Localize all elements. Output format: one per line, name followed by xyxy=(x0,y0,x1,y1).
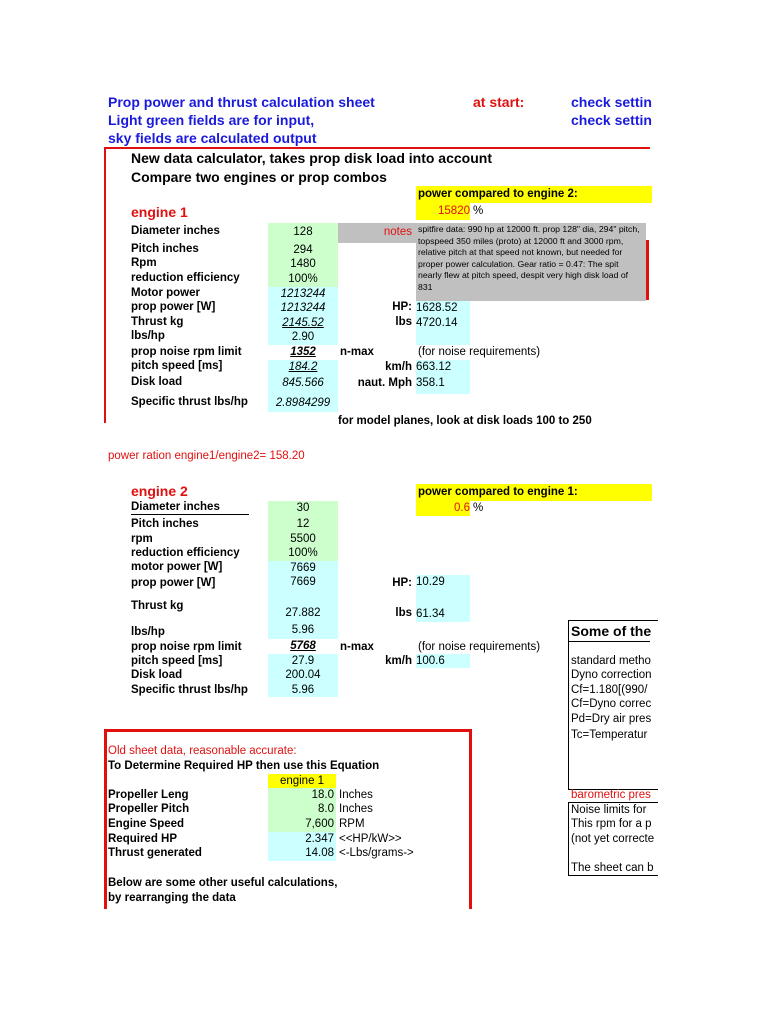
old-unit-4: <<HP/kW>> xyxy=(339,833,402,845)
at-start-label: at start: xyxy=(473,94,525,110)
input-hint: Light green fields are for input, xyxy=(108,112,315,128)
power-compared-engine1-value[interactable]: 0.6 xyxy=(416,501,470,516)
old-footer-2: by rearranging the data xyxy=(108,892,236,904)
e1-label-diameter: Diameter inches xyxy=(131,225,220,237)
barometric-pressure-note: barometric pres xyxy=(571,789,651,801)
old-thrust-output: 14.08 xyxy=(268,846,336,861)
e2-pitch-speed-output: 27.9 xyxy=(268,654,338,668)
e1-pitch-speed-output: 184.2 xyxy=(268,360,338,374)
e2-nmax-label: n-max xyxy=(340,641,374,653)
old-footer-1: Below are some other useful calculations, xyxy=(108,877,338,889)
output-hint: sky fields are calculated output xyxy=(108,130,317,146)
e2-label-pitch: Pitch inches xyxy=(131,518,199,530)
e1-pitch-input[interactable]: 294 xyxy=(268,243,338,257)
power-ratio-text: power ration engine1/engine2= 158.20 xyxy=(108,450,305,462)
old-unit-3: RPM xyxy=(339,818,365,830)
e2-hp-output: 10.29 xyxy=(416,575,470,593)
e1-prop-power-output: 1213244 xyxy=(268,301,338,316)
old-sheet-note: Old sheet data, reasonable accurate: xyxy=(108,745,297,757)
noise-line-1: Noise limits for xyxy=(571,804,647,816)
check-settings-1: check settin xyxy=(571,94,652,110)
e2-prop-power-output: 7669 xyxy=(268,575,338,593)
e1-disk-load-output: 845.566 xyxy=(268,374,338,394)
notes-label: notes xyxy=(338,223,416,243)
old-sheet-engine1-col: engine 1 xyxy=(268,774,336,788)
formula-line-2: Dyno correction xyxy=(571,669,652,681)
power-compared-engine1-label: power compared to engine 1: xyxy=(416,484,652,501)
e1-sky-filler xyxy=(416,330,470,345)
e1-thrust-output: 2145.52 xyxy=(268,316,338,330)
e2-noise-note: (for noise requirements) xyxy=(418,641,541,653)
e2-rpm-input[interactable]: 5500 xyxy=(268,532,338,546)
e2-motor-power-output: 7669 xyxy=(268,561,338,575)
notes-text: spitfire data: 990 hp at 12000 ft. prop 128" dia, 294" pitch, topspeed 350 miles (proto) at 12000 ft and 3000 rpm, relative pitch at that speed not known, but needed for proper power calculation. Gear ratio = 0.47: The spit nearly flew at pitch speed, despit very high disk load of 831 xyxy=(416,223,646,301)
e1-label-lbs-hp: lbs/hp xyxy=(131,330,165,342)
e1-motor-power-output: 1213244 xyxy=(268,287,338,301)
old-label-required-hp: Required HP xyxy=(108,833,178,845)
old-prop-length-input[interactable]: 18.0 xyxy=(268,788,336,802)
sheet-title: Prop power and thrust calculation sheet xyxy=(108,94,375,110)
e2-label-motor-power: motor power [W] xyxy=(131,561,223,573)
old-prop-pitch-input[interactable]: 8.0 xyxy=(268,802,336,817)
e1-label-rpm: Rpm xyxy=(131,257,157,269)
e1-specific-thrust-output: 2.8984299 xyxy=(268,394,338,412)
old-sheet-heading: To Determine Required HP then use this Equation xyxy=(108,760,380,772)
old-label-engine-speed: Engine Speed xyxy=(108,818,185,830)
e2-noise-limit-output: 5768 xyxy=(290,640,316,652)
old-unit-1: Inches xyxy=(339,789,373,801)
e1-diameter-input[interactable]: 128 xyxy=(268,223,338,243)
e2-disk-load-output: 200.04 xyxy=(268,668,338,683)
e1-noise-limit-output: 1352 xyxy=(290,346,316,358)
e2-label-reduction: reduction efficiency xyxy=(131,547,240,559)
power-compared-engine2-value[interactable]: 15820 xyxy=(416,203,470,220)
e2-lbs-output: 61.34 xyxy=(416,593,470,622)
e1-lbs-label: lbs xyxy=(395,316,412,328)
notes-red-marker xyxy=(646,240,649,300)
e1-kmh-output: 663.12 xyxy=(416,360,470,374)
formula-line-4: Cf=Dyno correc xyxy=(571,698,652,710)
e1-lbs-hp-output: 2.90 xyxy=(268,330,338,345)
e1-label-specific-thrust: Specific thrust lbs/hp xyxy=(131,396,248,408)
noise-line-2: This rpm for a p xyxy=(571,818,652,830)
e1-mph-label: naut. Mph xyxy=(357,377,412,389)
formula-line-6: Tc=Temperatur xyxy=(571,729,648,741)
e2-lbs-hp-output: 5.96 xyxy=(268,622,338,639)
e1-noise-note: (for noise requirements) xyxy=(418,346,541,358)
e1-reduction-input[interactable]: 100% xyxy=(268,272,338,287)
e1-kmh-label: km/h xyxy=(385,361,412,373)
e2-lbs-label: lbs xyxy=(395,607,412,619)
e2-label-noise-limit: prop noise rpm limit xyxy=(131,641,242,653)
e1-hp-label: HP: xyxy=(392,301,412,313)
formula-line-3: Cf=1.180[(990/ xyxy=(571,684,648,696)
e2-label-thrust: Thrust kg xyxy=(131,600,184,612)
e2-label-diameter: Diameter inches xyxy=(131,501,220,513)
e1-label-noise-limit: prop noise rpm limit xyxy=(131,346,242,358)
model-planes-note: for model planes, look at disk loads 100 to 250 xyxy=(338,415,592,427)
formula-line-5: Pd=Dry air pres xyxy=(571,713,652,725)
calc-heading-1: New data calculator, takes prop disk load into account xyxy=(131,150,492,166)
e1-label-thrust: Thrust kg xyxy=(131,316,184,328)
e2-specific-thrust-output: 5.96 xyxy=(268,683,338,697)
percent-sign: % xyxy=(473,205,484,217)
noise-line-3: (not yet correcte xyxy=(571,833,655,845)
percent-sign-2: % xyxy=(473,502,484,514)
engine1-title: engine 1 xyxy=(131,204,188,220)
e2-label-pitch-speed: pitch speed [ms] xyxy=(131,655,223,667)
e1-label-disk-load: Disk load xyxy=(131,376,183,388)
e2-reduction-input[interactable]: 100% xyxy=(268,546,338,561)
old-label-prop-pitch: Propeller Pitch xyxy=(108,803,190,815)
e1-label-pitch-speed: pitch speed [ms] xyxy=(131,360,223,372)
old-unit-2: Inches xyxy=(339,803,373,815)
old-required-hp-output: 2.347 xyxy=(268,832,336,846)
power-compared-engine2-label: power compared to engine 2: xyxy=(416,186,652,203)
e2-underline xyxy=(131,514,249,515)
formula-box-title: Some of the xyxy=(571,623,652,639)
engine2-title: engine 2 xyxy=(131,483,188,499)
e2-kmh-output: 100.6 xyxy=(416,654,470,668)
formula-box-divider xyxy=(568,641,650,642)
formula-line-1: standard metho xyxy=(571,655,651,667)
e1-mph-output: 358.1 xyxy=(416,374,470,394)
e2-label-prop-power: prop power [W] xyxy=(131,577,216,589)
old-label-prop-length: Propeller Leng xyxy=(108,789,189,801)
e2-thrust-output: 27.882 xyxy=(268,593,338,622)
e1-label-motor-power: Motor power xyxy=(131,287,200,299)
e1-nmax-label: n-max xyxy=(340,346,374,358)
e2-label-specific-thrust: Specific thrust lbs/hp xyxy=(131,684,248,696)
e2-label-lbs-hp: lbs/hp xyxy=(131,626,165,638)
e1-label-pitch: Pitch inches xyxy=(131,243,199,255)
e1-label-prop-power: prop power [W] xyxy=(131,301,216,313)
old-engine-speed-input[interactable]: 7,600 xyxy=(268,817,336,832)
e2-kmh-label: km/h xyxy=(385,655,412,667)
e1-rpm-input[interactable]: 1480 xyxy=(268,257,338,272)
e2-diameter-input[interactable]: 30 xyxy=(268,501,338,517)
e1-label-reduction: reduction efficiency xyxy=(131,272,240,284)
e2-pitch-input[interactable]: 12 xyxy=(268,517,338,532)
noise-line-4: The sheet can b xyxy=(571,862,654,874)
old-unit-5: <-Lbs/grams-> xyxy=(339,847,414,859)
e1-hp-output: 1628.52 xyxy=(416,301,470,316)
calc-heading-2: Compare two engines or prop combos xyxy=(131,169,387,185)
check-settings-2: check settin xyxy=(571,112,652,128)
old-label-thrust: Thrust generated xyxy=(108,847,202,859)
e2-label-rpm: rpm xyxy=(131,533,153,545)
e2-hp-label: HP: xyxy=(392,577,412,589)
e2-label-disk-load: Disk load xyxy=(131,669,183,681)
e1-lbs-output: 4720.14 xyxy=(416,316,470,330)
